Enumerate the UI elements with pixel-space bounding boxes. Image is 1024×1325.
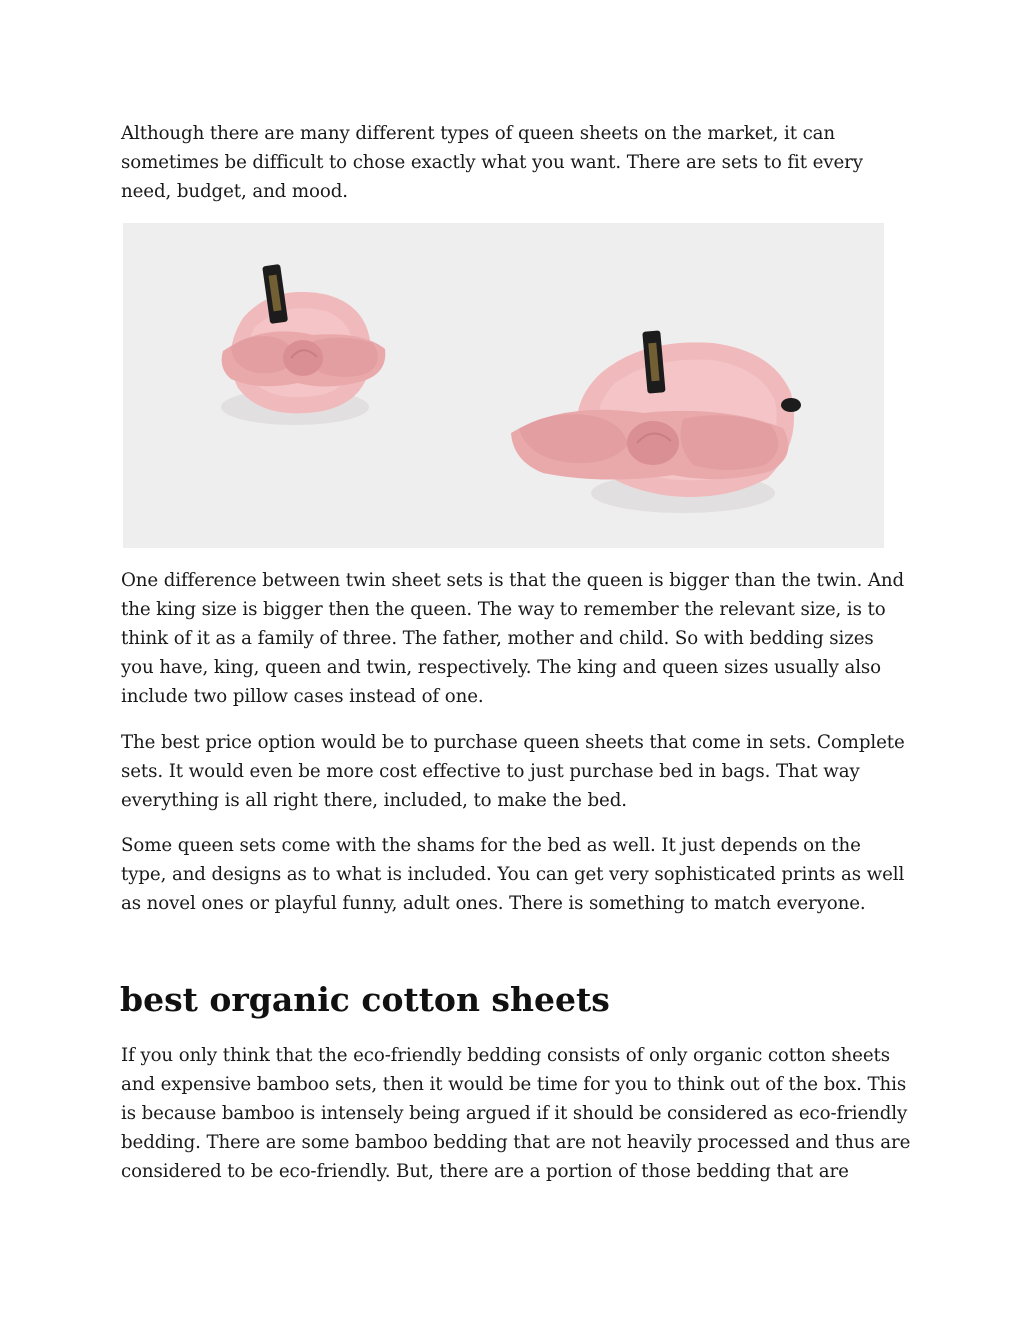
price-paragraph: The best price option would be to purchase queen sheets that come in sets. Complete sets. It would even be more cost effective to just purchase bed in bags. That way everything is all right there, included, to make the bed. (121, 732, 905, 811)
slippers-photo (123, 223, 884, 548)
section-heading: best organic cotton sheets (120, 980, 610, 1019)
intro-paragraph: Although there are many different types of queen sheets on the market, it can sometimes be difficult to chose exactly what you want. There are sets to fit every need, budget, and mood. (121, 123, 863, 202)
sizes-paragraph: One difference between twin sheet sets is that the queen is bigger than the twin. And the king size is bigger then the queen. The way to remember the relevant size, is to think of it as a family of three. The father, mother and child. So with bedding sizes you have, king, queen and twin, respectively. The king and queen sizes usually also include two pillow cases instead of one. (121, 570, 905, 707)
eco-bedding-paragraph: If you only think that the eco-friendly bedding consists of only organic cotton sheets and expensive bamboo sets, then it would be time for you to think out of the box. This is because bamboo is intensely being argued if it should be considered as eco-friendly bedding. There are some bamboo bedding that are not heavily processed and thus are considered to be eco-friendly. But, there are a portion of those bedding that are (121, 1045, 911, 1182)
shams-paragraph: Some queen sets come with the shams for the bed as well. It just depends on the type, and designs as to what is included. You can get very sophisticated prints as well as novel ones or playful funny, adult ones. There is something to match everyone. (121, 835, 905, 914)
